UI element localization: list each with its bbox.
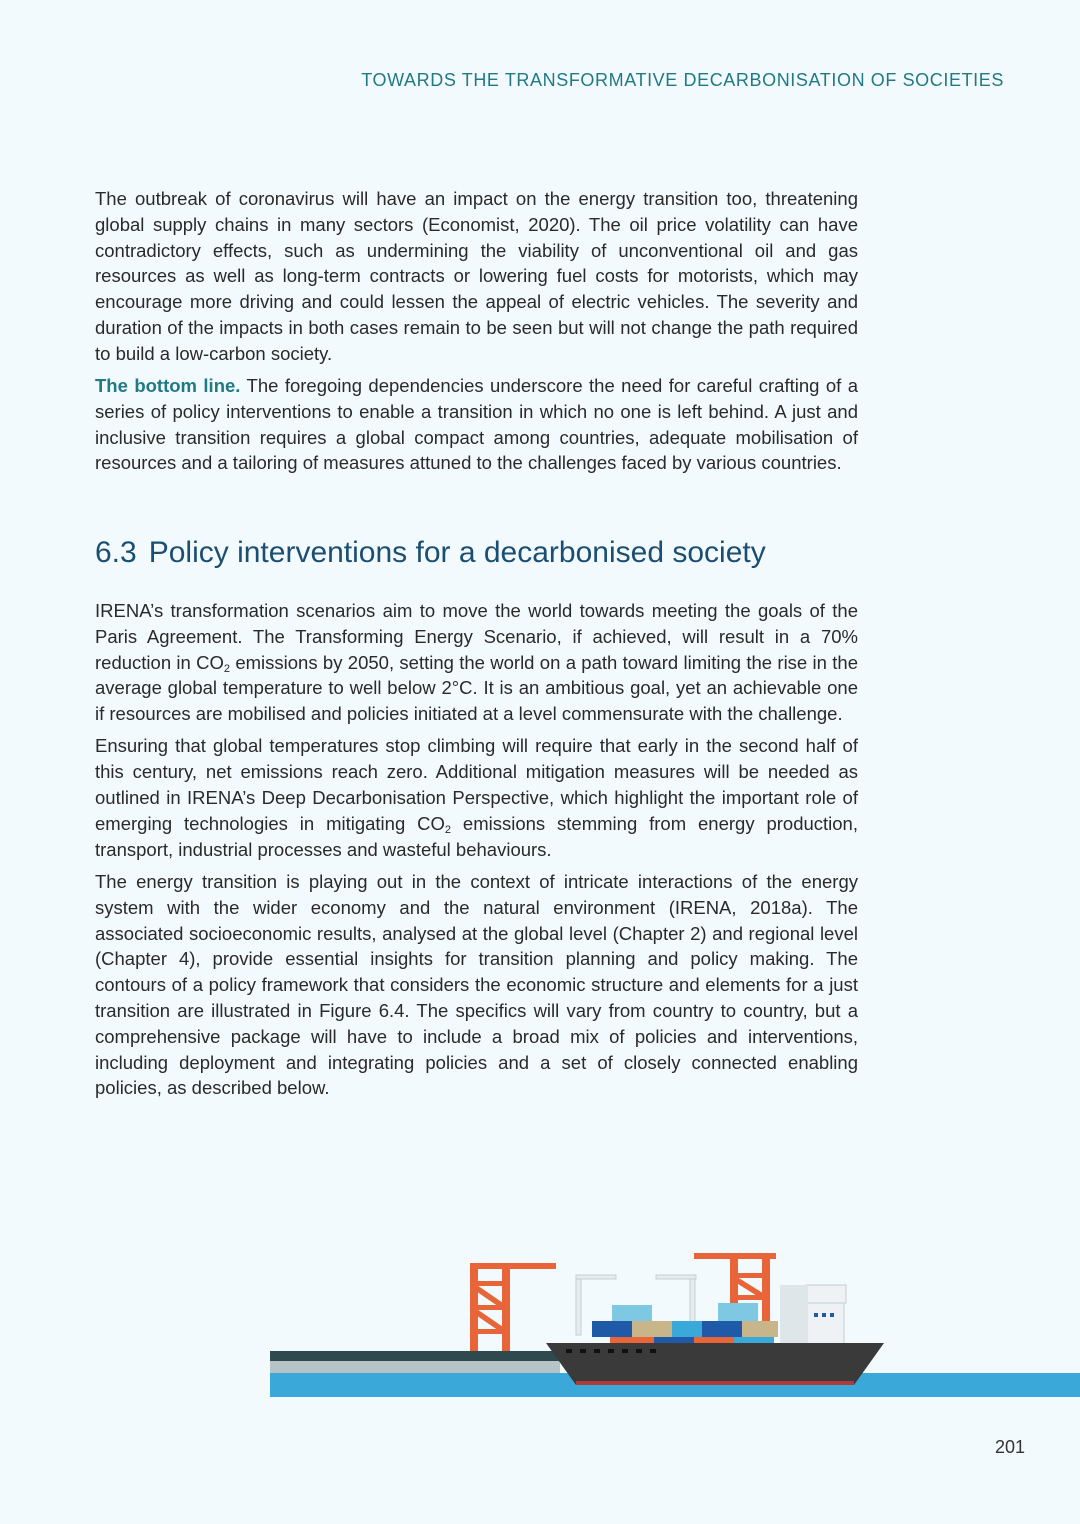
text-run: IRENA’s transformation scenarios aim to move the world towards meeting the goals of the Paris Agreement. The Transforming Energy Scenario, if achieved, will result in a 70% reduction in CO bbox=[95, 600, 858, 673]
intro-paragraph: The outbreak of coronavirus will have an impact on the energy transition too, threatening global supply chains in many sectors (Economist, 2020). The oil price volatility can have contradictory effects, such as undermining the viability of unconventional oil and gas resources as well as long-term contracts or lowering fuel costs for motorists, which may encourage more driving and could lessen the appeal of electric vehicles. The severity and duration of the impacts in both cases remain to be seen but will not change the path required to build a low-carbon society. bbox=[95, 188, 858, 364]
dock-top bbox=[270, 1351, 560, 1361]
dock-mid bbox=[270, 1361, 560, 1373]
section-paragraph-2 bbox=[95, 733, 858, 862]
bottom-line-lead: The bottom line. bbox=[95, 375, 241, 397]
ship-bridge bbox=[780, 1285, 846, 1351]
section-paragraph-3: The energy transition is playing out in the context of intricate interactions of the energy system with the wider economy and the natural environment (IRENA, 2018a). The associated socioeconomic results, analysed at the global level (Chapter 2) and regional level (Chapter 4), provide essential insights for transition planning and policy making. The contours of a policy framework that considers the economic structure and elements for a just transition are illustrated in Figure 6.4. The specifics will vary from country to country, but a comprehensive package will have to include a broad mix of policies and interventions, including deployment and integrating policies and a set of closely connected enabling policies, as described below. bbox=[95, 870, 858, 1099]
text-run: Ensuring that global temperatures stop climbing will require that early in the second half of this century, net emissions reach zero. Additional mitigation measures will be needed as outlined in IRENA’s Deep Decarbonisation Perspective, which highlight the important role of emerging technologies in mitigating CO bbox=[95, 735, 858, 834]
section-title: Policy interventions for a decarbonised society bbox=[148, 536, 766, 569]
bottom-line-text: The foregoing dependencies underscore the need for careful crafting of a series of policy interventions to enable a transition in which no one is left behind. A just and inclusive transition requires a global compact among countries, adequate mobilisation of resources and a tailoring of measures attuned to the challenges faced by various countries. bbox=[95, 375, 858, 474]
section-paragraph-1 bbox=[95, 598, 858, 727]
section-text-block bbox=[95, 598, 858, 1108]
text-run: emissions stemming from energy production, transport, industrial processes and wasteful behaviours. bbox=[95, 812, 858, 860]
bottom-line-paragraph bbox=[95, 373, 858, 476]
page-number: 201 bbox=[994, 1437, 1025, 1457]
section-number: 6.3 bbox=[95, 536, 137, 569]
crane-left bbox=[470, 1263, 556, 1351]
text-run: emissions by 2050, setting the world on a path toward limiting the rise in the average global temperature to well below 2°C. It is an ambitious goal, yet an achievable one if resources are mobilised and policies initiated at a level commensurate with the challenge. bbox=[95, 651, 858, 725]
section-heading bbox=[95, 536, 766, 570]
container-ship-illustration bbox=[270, 1245, 1080, 1405]
intro-text-block bbox=[95, 186, 858, 483]
running-header: TOWARDS THE TRANSFORMATIVE DECARBONISATION OF SOCIETIES bbox=[361, 70, 1004, 90]
subscript: 2 bbox=[223, 662, 231, 675]
hull-stripe bbox=[576, 1381, 854, 1385]
subscript: 2 bbox=[444, 823, 452, 836]
